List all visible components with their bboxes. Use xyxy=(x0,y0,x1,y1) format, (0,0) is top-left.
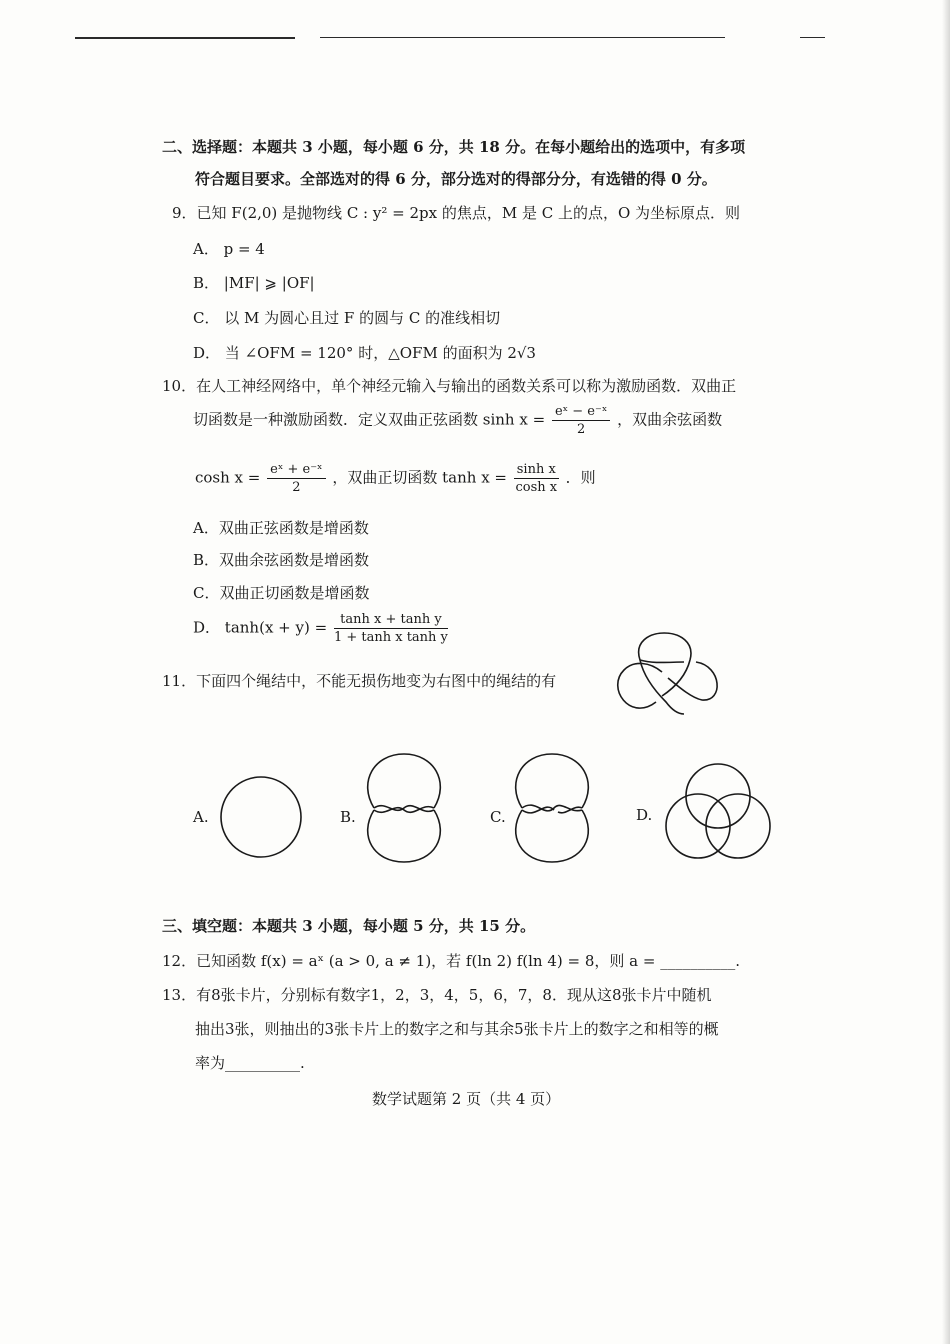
q11-option-a-label: A. xyxy=(193,808,209,826)
section2-title-line2: 符合题目要求。全部选对的得 6 分，部分选对的得部分分，有选错的得 0 分。 xyxy=(195,170,717,188)
q10-tanh-label: ，双曲正切函数 tanh x = xyxy=(332,468,507,487)
q11-option-c-label: C. xyxy=(490,808,506,826)
q10-cosh-intro: ，双曲余弦函数 xyxy=(617,410,723,429)
q11-stem: 11．下面四个绳结中，不能无损伤地变为右图中的绳结的有 xyxy=(162,672,557,690)
q10-stem-end: ．则 xyxy=(565,468,596,487)
q9-option-a: A． p = 4 xyxy=(193,240,265,258)
q9-stem: 9．已知 F(2,0) 是抛物线 C : y² = 2px 的焦点，M 是 C 上的点，O 为坐标原点．则 xyxy=(172,204,741,222)
q10-option-d xyxy=(193,612,450,645)
q13-line1: 13．有8张卡片，分别标有数字1，2，3，4，5，6，7，8．现从这8张卡片中随机 xyxy=(162,986,712,1004)
q9-option-c: C． 以 M 为圆心且过 F 的圆与 C 的准线相切 xyxy=(193,309,501,327)
tanh-sum-fraction xyxy=(334,612,448,645)
cosh-fraction xyxy=(267,462,325,495)
q13-line2: 抽出3张，则抽出的3张卡片上的数字之和与其余5张卡片上的数字之和相等的概 xyxy=(195,1020,719,1038)
cosh-numerator: eˣ + e⁻ˣ xyxy=(267,462,325,479)
q13-line3: 率为__________. xyxy=(195,1054,305,1072)
page-footer: 数学试题第 2 页（共 4 页） xyxy=(372,1090,561,1108)
header-rule-mid xyxy=(320,37,725,38)
q11-option-b-label: B. xyxy=(340,808,356,826)
knot-b-figure xyxy=(364,752,444,864)
q10-option-d-label: D． tanh(x + y) = xyxy=(193,618,328,637)
q10-option-b: B．双曲余弦函数是增函数 xyxy=(193,551,370,569)
q9-option-d: D． 当 ∠OFM = 120° 时，△OFM 的面积为 2√3 xyxy=(193,344,536,362)
tanh-numerator: sinh x xyxy=(514,462,559,479)
q11-option-d-label: D. xyxy=(636,806,653,824)
q10-option-c: C．双曲正切函数是增函数 xyxy=(193,584,370,602)
section2-title: 二、选择题：本题共 3 小题，每小题 6 分，共 18 分。在每小题给出的选项中，有多项 xyxy=(162,138,746,156)
cosh-denominator: 2 xyxy=(292,480,301,495)
tanh-denominator: cosh x xyxy=(515,480,558,495)
q10-stem-line3 xyxy=(195,462,596,495)
q10-sinh-label: 切函数是一种激励函数．定义双曲正弦函数 sinh x = xyxy=(193,410,546,429)
sinh-numerator: eˣ − e⁻ˣ xyxy=(552,404,610,421)
section3-title: 三、填空题：本题共 3 小题，每小题 5 分，共 15 分。 xyxy=(162,917,536,935)
tanh-sum-denominator: 1 + tanh x tanh y xyxy=(333,630,448,645)
knot-a-circle xyxy=(220,776,304,860)
header-rule-left xyxy=(75,37,295,39)
header-rule-right xyxy=(800,37,825,38)
q12-stem: 12．已知函数 f(x) = aˣ (a > 0, a ≠ 1)，若 f(ln 2) f(ln 4) = 8，则 a = __________. xyxy=(162,952,740,970)
q10-stem-line2 xyxy=(193,404,722,437)
q10-option-a: A．双曲正弦函数是增函数 xyxy=(193,519,369,537)
sinh-denominator: 2 xyxy=(577,422,586,437)
sinh-fraction xyxy=(552,404,610,437)
q9-option-b: B． |MF| ⩾ |OF| xyxy=(193,274,315,292)
knot-d-figure xyxy=(662,762,774,862)
q10-stem-line1: 10．在人工神经网络中，单个神经元输入与输出的函数关系可以称为激励函数．双曲正 xyxy=(162,377,737,395)
scan-edge xyxy=(942,0,950,1344)
q10-cosh-label: cosh x = xyxy=(195,468,261,487)
knot-c-figure xyxy=(512,752,592,864)
trefoil-knot-figure xyxy=(610,622,730,722)
tanh-sum-numerator: tanh x + tanh y xyxy=(334,612,448,629)
tanh-fraction xyxy=(514,462,559,495)
